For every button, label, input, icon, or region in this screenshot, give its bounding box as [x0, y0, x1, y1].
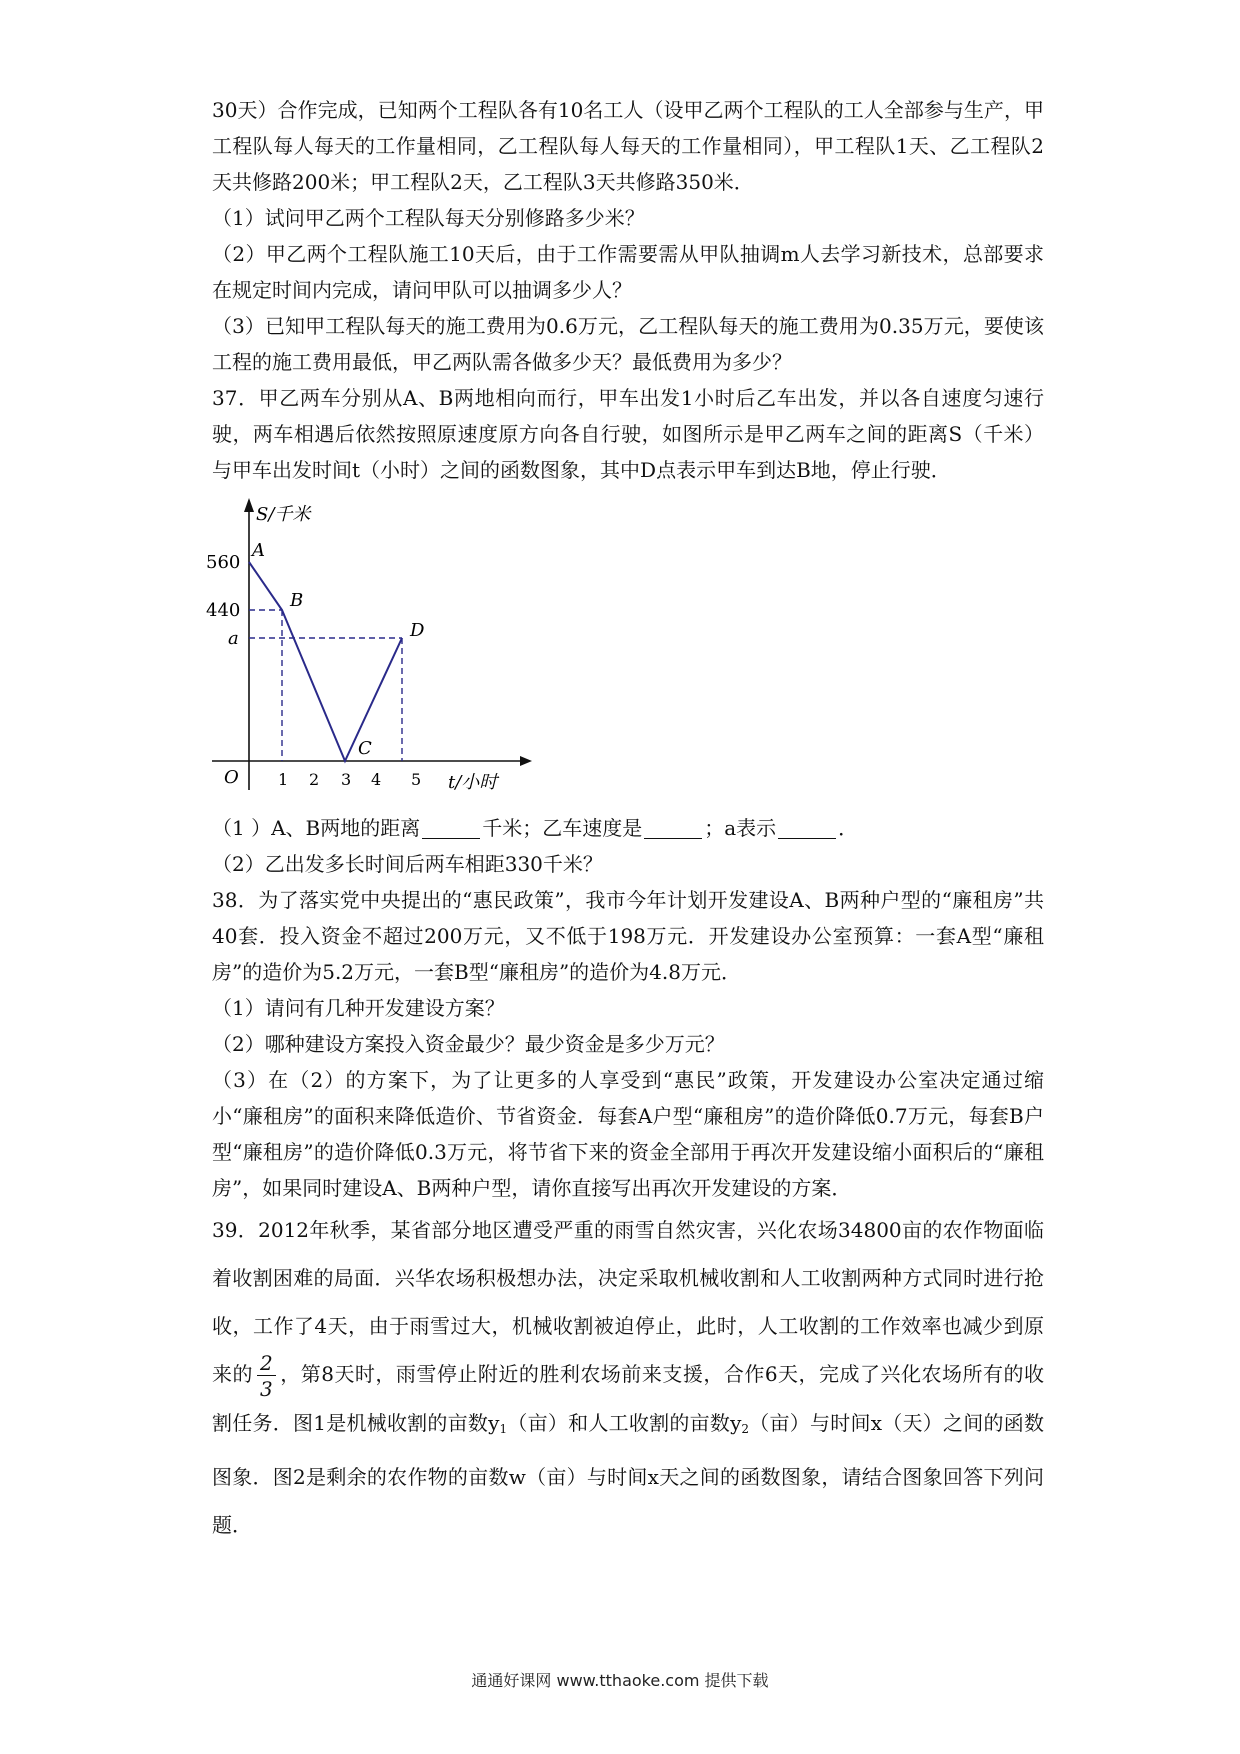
- y-tick-560: 560: [206, 552, 241, 573]
- x-tick-3: 3: [341, 770, 352, 789]
- problem-36-question-3: （3）已知甲工程队每天的施工费用为0.6万元，乙工程队每天的施工费用为0.35万元，要使该工程的施工费用最低，甲乙两队需各做多少天？最低费用为多少？: [212, 314, 1044, 374]
- subscript-1: 1: [499, 1421, 508, 1436]
- x-tick-1: 1: [278, 770, 289, 789]
- x-tick-4: 4: [371, 770, 382, 789]
- y-axis-arrow: [244, 498, 254, 512]
- problem-37-statement: 37．甲乙两车分别从A、B两地相向而行，甲车出发1小时后乙车出发，并以各自速度匀速行驶，两车相遇后依然按照原速度原方向各自行驶，如图所示是甲乙两车之间的距离S（千米）与甲车出发时间t（小时）之间的函数图象，其中D点表示甲车到达B地，停止行驶．: [212, 386, 1044, 482]
- point-label-A: A: [252, 540, 265, 561]
- fraction-denominator: 3: [260, 1376, 273, 1401]
- point-label-D: D: [410, 620, 425, 641]
- problem-39-statement: [212, 1206, 1044, 1549]
- q1-part-d: ．: [838, 816, 859, 840]
- answer-blank-speed[interactable]: [644, 816, 702, 839]
- q1-part-b: 千米；乙车速度是: [482, 816, 643, 840]
- graph-line: [249, 562, 402, 761]
- answer-blank-a[interactable]: [778, 816, 836, 839]
- p39-text-a: 39．2012年秋季，某省部分地区遭受严重的雨雪自然灾害，兴化农场34800亩的农作物面临着收割困难的局面．兴华农场积极想办法，决定采取机械收割和人工收割两种方式同时进行抢收，工作了4天，由于雨雪过大，机械收割被迫停止，此时，人工收割的工作效率也减少到原来的: [212, 1218, 1044, 1386]
- problem-37-question-1: [212, 810, 1044, 846]
- p39-text-b: ，第8天时，雨雪停止附近的胜利农场前来支援，合作6天，完成了兴化农场所有的收割任务．图1是机械收割的亩数y: [212, 1362, 1045, 1435]
- point-label-B: B: [290, 590, 304, 611]
- y-axis-label: S/千米: [256, 504, 311, 525]
- page-content: [206, 92, 1045, 1549]
- problem-38-statement: 38．为了落实党中央提出的“惠民政策”，我市今年计划开发建设A、B两种户型的“廉租房”共40套．投入资金不超过200万元，又不低于198万元．开发建设办公室预算：一套A型“廉租房”的造价为5.2万元，一套B型“廉租房”的造价为4.8万元．: [212, 888, 1044, 984]
- x-tick-5: 5: [411, 770, 422, 789]
- problem-38-question-2: （2）哪种建设方案投入资金最少？最少资金是多少万元？: [212, 1032, 725, 1056]
- q1-part-c: ；a表示: [704, 816, 777, 840]
- problem-38-question-1: （1）请问有几种开发建设方案？: [212, 996, 505, 1020]
- answer-blank-distance[interactable]: [422, 816, 480, 839]
- problem-38-question-3: （3）在（2）的方案下，为了让更多的人享受到“惠民”政策，开发建设办公室决定通过缩小“廉租房”的面积来降低造价、节省资金．每套A户型“廉租房”的造价降低0.7万元，每套B户型“廉租房”的造价降低0.3万元，将节省下来的资金全部用于再次开发建设缩小面积后的“廉租房”，如果同时建设A、B两种户型，请你直接写出再次开发建设的方案．: [212, 1068, 1044, 1200]
- fraction-numerator: 2: [257, 1353, 276, 1376]
- point-label-C: C: [358, 738, 372, 759]
- fraction-two-thirds: [257, 1350, 276, 1401]
- problem-36-question-2: （2）甲乙两个工程队施工10天后，由于工作需要需从甲队抽调m人去学习新技术，总部要求在规定时间内完成，请问甲队可以抽调多少人？: [212, 242, 1044, 302]
- p39-text-d: （亩）与时间x（天）之间的函数图象．图2是剩余的农作物的亩数w（亩）与时间x天之间的函数图象，请结合图象回答下列问题．: [212, 1410, 1045, 1537]
- problem-36-continuation: 30天）合作完成，已知两个工程队各有10名工人（设甲乙两个工程队的工人全部参与生产，甲工程队每人每天的工作量相同，乙工程队每人每天的工作量相同），甲工程队1天、乙工程队2天共修路200米；甲工程队2天，乙工程队3天共修路350米．: [212, 98, 1044, 194]
- y-tick-440: 440: [206, 600, 241, 621]
- subscript-2: 2: [741, 1421, 750, 1436]
- distance-time-graph: [198, 490, 538, 810]
- x-axis-arrow: [520, 756, 532, 766]
- problem-37-question-2: （2）乙出发多长时间后两车相距330千米？: [212, 852, 603, 876]
- problem-36-question-1: （1）试问甲乙两个工程队每天分别修路多少米？: [212, 206, 645, 230]
- graph-svg: [198, 490, 538, 810]
- p39-text-c: （亩）和人工收割的亩数y: [507, 1410, 742, 1435]
- x-axis-label: t/小时: [448, 772, 498, 793]
- page-footer[interactable]: 通通好课网 www.tthaoke.com 提供下载: [471, 1671, 769, 1690]
- origin-label: O: [224, 767, 239, 788]
- x-tick-2: 2: [309, 770, 320, 789]
- y-tick-a: a: [228, 628, 239, 649]
- q1-part-a: （1 ）A、B两地的距离: [212, 816, 421, 840]
